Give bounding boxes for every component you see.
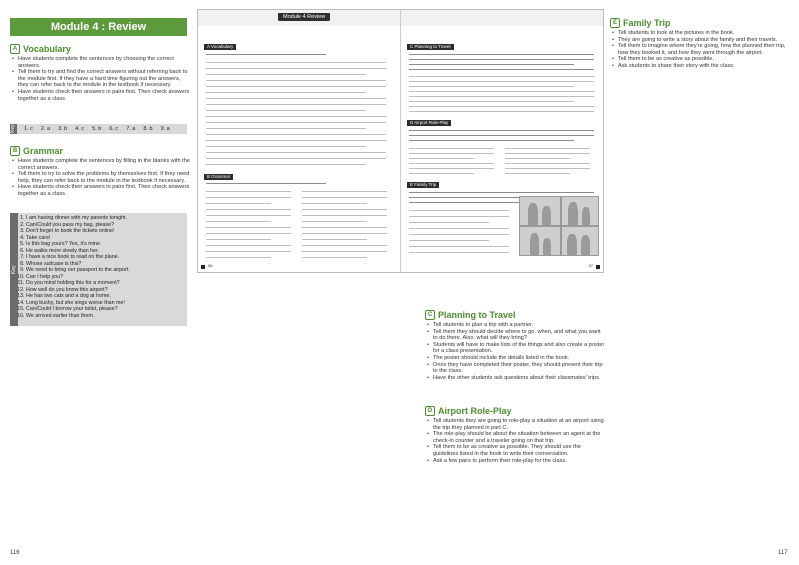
instruction-item: • Have students check their answers in pairs first. Then check answers together as a class. — [18, 89, 190, 102]
book-text-line — [409, 106, 594, 107]
book-text-line — [302, 209, 387, 210]
key-label: Key — [10, 124, 16, 134]
book-text-line — [206, 164, 366, 165]
answer-item: 5. b — [92, 126, 102, 132]
book-text-line — [409, 210, 509, 211]
book-text-line — [409, 81, 594, 82]
instruction-item: • The role-play should be about the situation between an agent at the check-in counter and a traveler going on that trip. — [433, 431, 605, 444]
book-text-line — [206, 92, 366, 93]
book-text-line — [206, 158, 386, 159]
book-text-line — [505, 148, 590, 149]
book-heading-grammar: B Grammar — [204, 174, 233, 180]
book-page-left — [198, 10, 401, 272]
book-text-line — [206, 134, 386, 135]
book-text-line — [206, 98, 386, 99]
page-number-right: 117 — [778, 550, 788, 556]
book-text-line — [409, 54, 594, 55]
vocabulary-instructions — [10, 56, 190, 102]
book-text-line — [302, 215, 387, 216]
book-text-line — [302, 257, 367, 258]
book-text-line — [206, 140, 386, 141]
book-text-line — [302, 203, 367, 204]
book-text-line — [206, 122, 386, 123]
book-text-line — [206, 227, 291, 228]
book-text-line — [206, 183, 326, 184]
family-photo-1 — [519, 196, 561, 226]
book-text-line — [302, 239, 367, 240]
book-text-line — [206, 203, 271, 204]
book-text-line — [409, 192, 594, 193]
answer-item: 3. b — [58, 126, 68, 132]
vocabulary-title: A Vocabulary — [10, 44, 190, 54]
answer-item: 8. Whose suitcase is this? — [26, 261, 187, 268]
answer-item: 15. Can/Could I borrow your toilet, please? — [26, 306, 187, 313]
answer-item: 7. a — [126, 126, 136, 132]
book-heading-vocabulary: A Vocabulary — [204, 44, 236, 50]
book-text-line — [409, 76, 594, 77]
book-text-line — [206, 233, 291, 234]
planning-section — [425, 310, 605, 381]
instruction-item: • Tell them to imagine where they're going, how the planned their trip, how they booked it, and how they went through the airport. — [618, 43, 792, 56]
instruction-item: • Tell students to look at the pictures in the book. — [618, 30, 792, 37]
book-page-right — [401, 10, 603, 272]
book-text-line — [409, 59, 594, 60]
book-text-line — [409, 101, 574, 102]
book-text-line — [206, 239, 271, 240]
book-text-line — [409, 246, 509, 247]
section-b-icon: B — [10, 146, 20, 156]
book-page-number-right: 57 — [588, 263, 593, 268]
book-text-line — [206, 191, 291, 192]
answer-item: 9. We need to bring our passport to the airport. — [26, 267, 187, 274]
answer-item: 16. We arrived earlier than them. — [26, 313, 187, 320]
student-book-spread — [198, 10, 603, 272]
book-heading-airport: D Airport Role-Play — [407, 120, 451, 126]
book-text-line — [409, 69, 594, 70]
book-module-tag: Module 4 Review — [278, 13, 330, 21]
book-text-line — [302, 197, 387, 198]
answer-item: 9. a — [160, 126, 170, 132]
answer-item: 6. He walks more slowly than her. — [26, 248, 187, 255]
book-text-line — [206, 221, 271, 222]
book-text-line — [409, 130, 594, 131]
book-text-line — [206, 128, 366, 129]
answer-item: 11. Do you mind holding this for a moment? — [26, 280, 187, 287]
instruction-item: • Ask a few pairs to perform their role-play for the class. — [433, 458, 605, 465]
book-text-line — [206, 146, 366, 147]
book-text-line — [206, 197, 291, 198]
book-text-line — [409, 158, 474, 159]
book-text-line — [206, 62, 386, 63]
answer-item: 5. Is this bag yours? Yes, it's mine. — [26, 241, 187, 248]
book-text-line — [302, 251, 387, 252]
book-text-line — [409, 64, 574, 65]
grammar-section — [10, 146, 190, 198]
instruction-item: • Tell them to be as creative as possible. They should use the guidelines listed in the book to write their conversation. — [433, 444, 605, 457]
key-label: Key — [10, 213, 18, 326]
book-text-line — [302, 245, 387, 246]
airport-instructions — [425, 418, 605, 464]
book-text-line — [409, 163, 494, 164]
book-text-line — [409, 234, 509, 235]
book-text-line — [409, 148, 494, 149]
vocabulary-section — [10, 44, 190, 102]
book-text-line — [409, 168, 494, 169]
book-text-line — [302, 227, 387, 228]
book-text-line — [505, 173, 570, 174]
page-number-left: 116 — [10, 550, 20, 556]
answer-item: 6. c — [109, 126, 119, 132]
family-trip-title: E Family Trip — [610, 18, 792, 28]
grammar-title: B Grammar — [10, 146, 190, 156]
vocabulary-key — [10, 124, 187, 134]
book-text-line — [409, 96, 594, 97]
book-text-line — [206, 110, 366, 111]
grammar-instructions — [10, 158, 190, 198]
book-text-line — [206, 74, 366, 75]
book-page-number-left: 56 — [208, 263, 213, 268]
answer-item: 1. I am having dinner with my parents tonight. — [26, 215, 187, 222]
grammar-answers — [10, 215, 187, 319]
book-text-line — [206, 257, 271, 258]
answer-item: 10. Can I help you? — [26, 274, 187, 281]
section-a-icon: A — [10, 44, 20, 54]
family-trip-section — [610, 18, 792, 70]
answer-item: 4. c — [75, 126, 85, 132]
instruction-item: • Have students complete the sentences by filling in the blanks with the correct answers. — [18, 158, 190, 171]
book-text-line — [409, 111, 594, 112]
instruction-item: • Have the other students ask questions about their classmates' trips. — [433, 375, 605, 382]
book-text-line — [206, 86, 386, 87]
family-photo-4 — [561, 226, 599, 256]
book-text-line — [409, 216, 509, 217]
answer-item: 7. I have a nice book to read on the plane. — [26, 254, 187, 261]
book-text-line — [206, 116, 386, 117]
answer-item: 1. c — [24, 126, 33, 132]
instruction-item: • Have students check their answers in pairs first. Then check answers together as a class. — [18, 184, 190, 197]
instruction-item: • They are going to write a story about the family and their travels. — [618, 37, 792, 44]
answer-item: 2. a — [40, 126, 51, 132]
book-text-line — [206, 68, 386, 69]
airport-title: D Airport Role-Play — [425, 406, 605, 416]
book-text-line — [409, 222, 489, 223]
book-text-line — [302, 233, 387, 234]
instruction-item: • Have students complete the sentences by choosing the correct answers. — [18, 56, 190, 69]
book-text-line — [409, 140, 574, 141]
instruction-item: • Tell them they should decide where to go, when, and what you want to do there. Also, what will they bring? — [433, 329, 605, 342]
book-text-line — [206, 54, 326, 55]
instruction-item: • Tell students to plan a trip with a partner. — [433, 322, 605, 329]
instruction-item: • Tell students they are going to role-play a situation at an airport using the trip they planned in part C. — [433, 418, 605, 431]
section-d-icon: D — [425, 406, 435, 416]
book-text-line — [409, 91, 594, 92]
book-text-line — [206, 152, 386, 153]
book-text-line — [409, 153, 494, 154]
family-photo-2 — [561, 196, 599, 226]
book-heading-family: E Family Trip — [407, 182, 439, 188]
instruction-item: • Ask students to share their story with the class. — [618, 63, 792, 70]
instruction-item: • Once they have completed their poster, they should present their trip to the class. — [433, 362, 605, 375]
answer-item: 14. Long bushy, but she sings worse than me! — [26, 300, 187, 307]
book-text-line — [409, 240, 489, 241]
instruction-item: • Tell them to be as creative as possible. — [618, 56, 792, 63]
book-text-line — [409, 86, 574, 87]
answer-item: 8. b — [143, 126, 153, 132]
answer-item: 2. Can/Could you pass my bag, please? — [26, 222, 187, 229]
book-text-line — [302, 191, 387, 192]
answer-item: 12. How well do you know this airport? — [26, 287, 187, 294]
planning-instructions — [425, 322, 605, 381]
section-e-icon: E — [610, 18, 620, 28]
book-heading-planning: C Planning to Travel — [407, 44, 454, 50]
planning-title: C Planning to Travel — [425, 310, 605, 320]
instruction-item: • Tell them to try and find the correct answers without referring back to the module first. If they have a hard time figuring out the answers, they can refer back to the module in the textbook if necessary. — [18, 69, 190, 89]
book-text-line — [409, 173, 474, 174]
book-text-line — [505, 153, 590, 154]
answer-item: 13. He has two cats and a dog at home. — [26, 293, 187, 300]
book-text-line — [505, 163, 590, 164]
instruction-item: • The poster should include the details listed in the book. — [433, 355, 605, 362]
book-text-line — [206, 215, 291, 216]
family-trip-instructions — [610, 30, 792, 70]
book-text-line — [206, 104, 386, 105]
book-text-line — [206, 251, 291, 252]
airport-section — [425, 406, 605, 464]
book-text-line — [505, 158, 570, 159]
book-text-line — [409, 252, 509, 253]
book-text-line — [206, 209, 291, 210]
module-review-header: Module 4 : Review — [10, 18, 187, 36]
book-text-line — [505, 168, 590, 169]
book-text-line — [409, 135, 594, 136]
answer-item: 4. Take care! — [26, 235, 187, 242]
book-text-line — [206, 245, 291, 246]
instruction-item: • Students will have to make lists of the things and also create a poster for a class presentation. — [433, 342, 605, 355]
section-c-icon: C — [425, 310, 435, 320]
instruction-item: • Tell them to try to solve the problems by themselves first. If they need help, they can refer back to the module in the textbook if necessary. — [18, 171, 190, 184]
book-text-line — [206, 80, 386, 81]
family-photo-3 — [519, 226, 561, 256]
book-text-line — [409, 228, 509, 229]
answer-item: 3. Don't forget to book the tickets online! — [26, 228, 187, 235]
vocabulary-answers — [10, 124, 187, 134]
grammar-key — [10, 213, 187, 326]
book-text-line — [302, 221, 367, 222]
